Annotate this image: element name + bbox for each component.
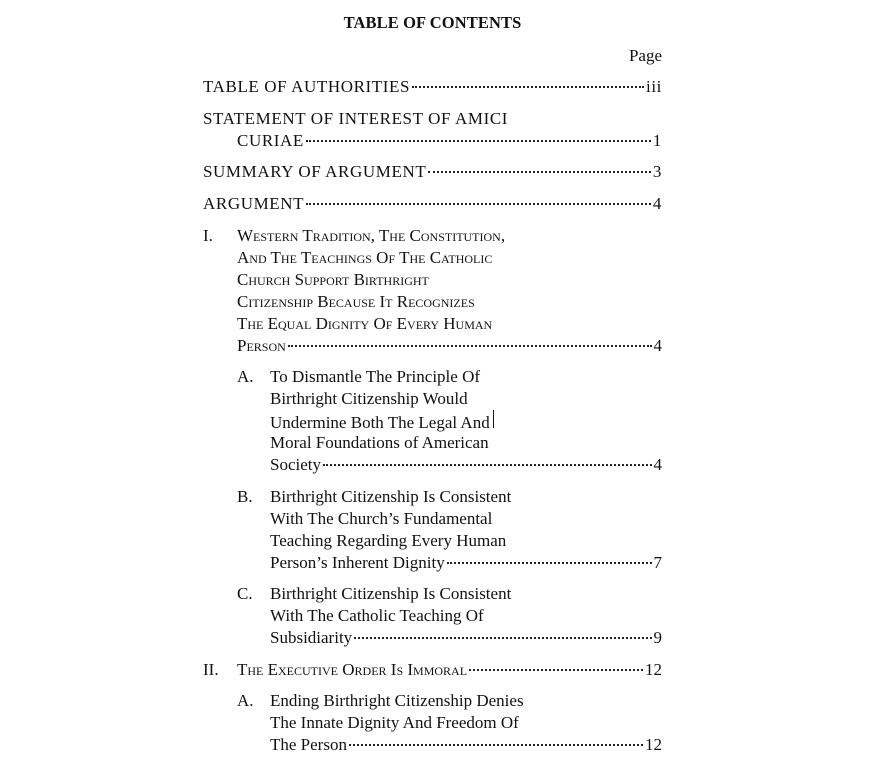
entry-title-line: With The Catholic Teaching Of [270, 606, 484, 625]
entry-page-number: 7 [653, 553, 662, 572]
dot-leader [306, 203, 651, 205]
entry-title: TABLE OF AUTHORITIES [203, 77, 411, 96]
toc-entry-section-i-c[interactable] [203, 583, 662, 649]
section-marker: I. [203, 226, 213, 245]
entry-title-line: And The Teachings Of The Catholic [237, 248, 493, 267]
entry-title-line: To Dismantle The Principle Of [270, 367, 481, 386]
entry-title-line: Church Support Birthright [237, 270, 429, 289]
entry-page-number: 3 [652, 162, 662, 181]
subsection-marker: B. [237, 487, 253, 506]
entry-title-line: Birthright Citizenship Is Consistent [270, 584, 512, 603]
entry-page-number: 4 [652, 194, 662, 213]
entry-page-number: 4 [653, 455, 662, 474]
entry-title-line: Birthright Citizenship Is Consistent [270, 487, 512, 506]
toc-entry-section-i-b[interactable] [203, 486, 662, 574]
entry-title-line: Society [270, 455, 321, 474]
text-cursor [493, 410, 494, 428]
entry-page-number: 12 [645, 735, 662, 754]
dot-leader [354, 637, 651, 639]
dot-leader [349, 744, 643, 746]
toc-title: TABLE OF CONTENTS [343, 13, 522, 32]
entry-title-line: Subsidiarity [270, 628, 353, 647]
entry-page-number: 9 [653, 628, 662, 647]
entry-title-line: Western Tradition, The Constitution, [237, 226, 506, 245]
entry-title-line: The Person [270, 735, 347, 754]
section-marker: II. [203, 660, 219, 679]
entry-title-line: Teaching Regarding Every Human [270, 531, 507, 550]
entry-page-number: iii [646, 77, 662, 96]
toc-entry-statement-of-interest[interactable] [203, 108, 662, 152]
subsection-marker: A. [237, 367, 254, 386]
toc-entry-section-ii-a[interactable] [203, 690, 662, 756]
toc-entry-section-i-a[interactable] [203, 366, 662, 476]
entry-title-line: The Executive Order Is Immoral [237, 660, 468, 679]
entry-title-line: Moral Foundations of American [270, 433, 489, 452]
entry-title-line: The Equal Dignity Of Every Human [237, 314, 493, 333]
entry-title-line: Ending Birthright Citizenship Denies [270, 691, 524, 710]
dot-leader [323, 464, 652, 466]
toc-entry-section-ii[interactable] [203, 659, 662, 681]
toc-entry-section-i[interactable] [203, 225, 662, 357]
entry-title: SUMMARY OF ARGUMENT [203, 162, 427, 181]
subsection-marker: C. [237, 584, 253, 603]
entry-title: ARGUMENT [203, 194, 305, 213]
dot-leader [306, 140, 651, 142]
subsection-marker: A. [237, 691, 254, 710]
toc-entry-argument[interactable] [203, 193, 662, 215]
entry-page-number: 1 [652, 131, 662, 150]
toc-entry-summary-of-argument[interactable] [203, 161, 662, 183]
dot-leader [447, 562, 652, 564]
entry-page-number: 4 [653, 336, 662, 355]
entry-title-line: Birthright Citizenship Would [270, 389, 468, 408]
entry-title-line: STATEMENT OF INTEREST OF AMICI [203, 109, 509, 128]
entry-title-line: Person [237, 336, 286, 355]
page-column-label: Page [628, 46, 662, 65]
toc-entry-table-of-authorities[interactable] [203, 76, 662, 98]
entry-title-line: The Innate Dignity And Freedom Of [270, 713, 519, 732]
dot-leader [412, 86, 644, 88]
entry-title-line: Citizenship Because It Recognizes [237, 292, 475, 311]
dot-leader [288, 345, 652, 347]
entry-title-line: Person’s Inherent Dignity [270, 553, 445, 572]
entry-title-line: CURIAE [237, 131, 304, 150]
entry-title-line: Undermine Both The Legal And [270, 413, 490, 432]
entry-page-number: 12 [645, 660, 662, 679]
dot-leader [469, 669, 643, 671]
entry-title-line: With The Church’s Fundamental [270, 509, 493, 528]
dot-leader [428, 171, 651, 173]
